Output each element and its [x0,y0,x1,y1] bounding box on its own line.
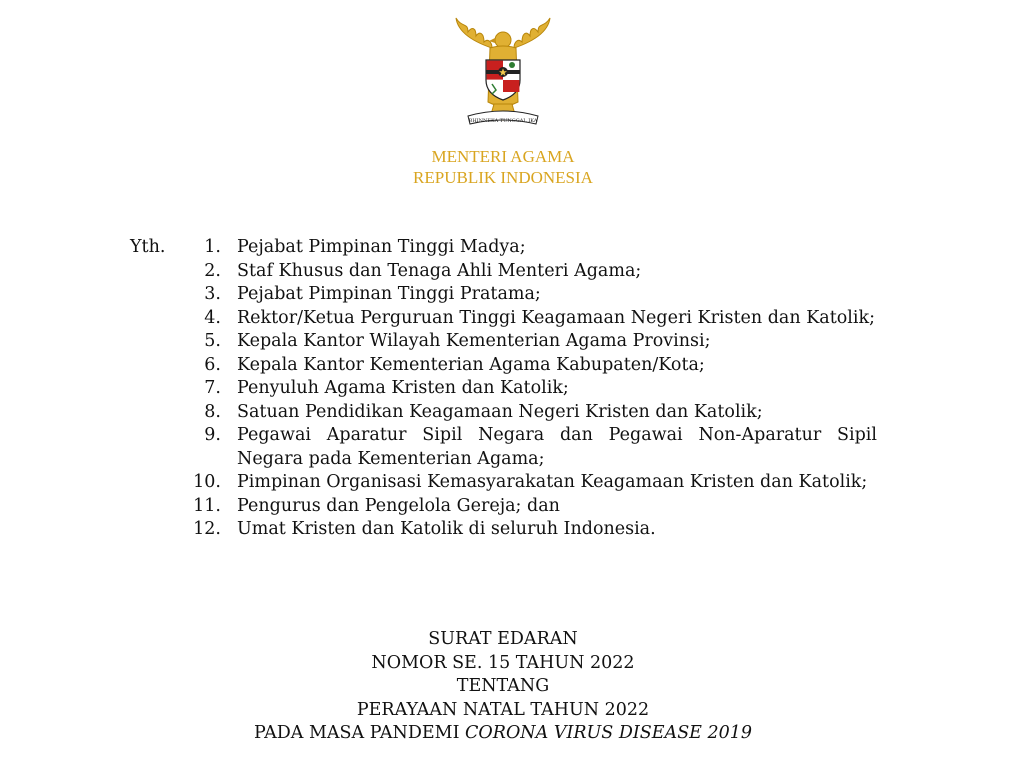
recipient-text: Pejabat Pimpinan Tinggi Madya; [237,237,526,257]
recipient-text: Pimpinan Organisasi Kemasyarakatan Keagamaan Kristen dan Katolik; [237,472,868,492]
recipient-text: Rektor/Ketua Perguruan Tinggi Keagamaan Negeri Kristen dan Katolik; [237,307,875,328]
recipient-number: 12. [193,519,221,539]
recipient-item [185,283,877,307]
letterhead-line-republic: REPUBLIK INDONESIA [413,168,593,187]
letterhead-line-ministry: MENTERI AGAMA [431,147,575,166]
title-line5-prefix: PADA MASA PANDEMI [253,723,466,743]
recipient-text: Pejabat Pimpinan Tinggi Pratama; [237,284,541,304]
recipient-number: 11. [193,495,221,516]
recipient-item [185,236,877,260]
recipient-text: Satuan Pendidikan Keagamaan Negeri Kristen dan Katolik; [237,401,763,422]
recipient-item [185,518,877,542]
recipient-number: 7. [204,378,221,398]
addressee-label: Yth. [130,237,166,257]
recipient-number: 4. [204,307,221,328]
recipient-number: 9. [204,425,221,445]
recipient-text: Pengurus dan Pengelola Gereja; dan [237,495,560,516]
recipient-item [185,260,877,284]
recipient-number: 8. [204,401,221,422]
recipient-number: 3. [204,284,221,304]
recipient-item [185,495,877,519]
title-line5-italic: CORONA VIRUS DISEASE 2019 [465,723,753,743]
recipient-number: 1. [204,237,221,257]
recipient-item [185,354,877,378]
recipient-number: 2. [204,260,221,281]
title-subject-line2 [0,722,1006,746]
recipient-text: Staf Khusus dan Tenaga Ahli Menteri Agama; [237,260,642,281]
garuda-pancasila-emblem [448,14,558,132]
circular-title [0,628,1006,746]
svg-text:BHINNEKA TUNGGAL IKA: BHINNEKA TUNGGAL IKA [468,118,538,124]
recipient-item [185,424,877,471]
recipient-number: 5. [204,331,221,351]
title-number: NOMOR SE. 15 TAHUN 2022 [371,652,635,673]
title-surat-edaran: SURAT EDARAN [428,629,578,649]
recipient-item [185,307,877,331]
recipient-number: 6. [204,354,221,375]
letterhead [0,146,1006,188]
recipient-item [185,471,877,495]
recipient-text: Umat Kristen dan Katolik di seluruh Indonesia. [237,519,656,539]
recipient-item [185,401,877,425]
recipient-text: Pegawai Aparatur Sipil Negara dan Pegawai Non-Aparatur Sipil Negara pada Kementerian Agama; [237,425,877,469]
recipient-item [185,330,877,354]
recipient-text: Penyuluh Agama Kristen dan Katolik; [237,378,569,398]
title-tentang: TENTANG [456,676,550,696]
recipient-number: 10. [193,472,221,492]
recipient-list [185,236,877,542]
title-subject: PERAYAAN NATAL TAHUN 2022 [356,699,650,720]
recipient-item [185,377,877,401]
recipient-text: Kepala Kantor Wilayah Kementerian Agama Provinsi; [237,331,711,351]
recipient-text: Kepala Kantor Kementerian Agama Kabupaten/Kota; [237,354,705,375]
